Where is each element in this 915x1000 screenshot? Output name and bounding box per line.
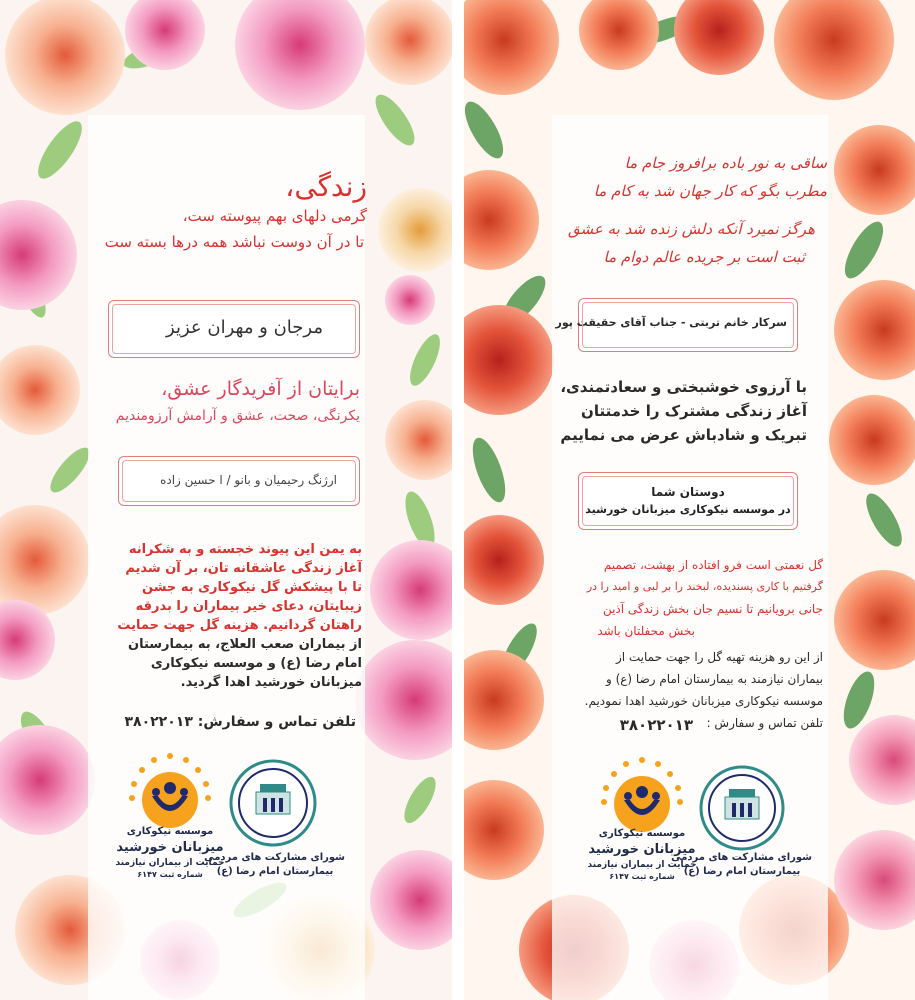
body-line-3: تا با پیشکش گل نیکوکاری به جشن — [142, 580, 362, 595]
body-red-line-4: بخش محفلتان باشد — [597, 624, 695, 638]
council-caption-1: شورای مشارکت های مردمی — [671, 852, 812, 863]
mizbanan-khorshid-logo — [128, 752, 212, 836]
body-dark-line-1: از این رو هزینه تهیه گل را جهت حمایت از — [615, 650, 823, 664]
phone-number: ۳۸۰۲۲۰۱۳ — [619, 716, 693, 734]
senders-line-1: دوستان شما — [651, 485, 725, 499]
poem-line-3: هرگز نمیرد آنکه دلش زنده شد به عشق — [567, 220, 815, 238]
body-dark-line-3: موسسه نیکوکاری میزبانان خورشید اهدا نمودیم. — [584, 694, 823, 708]
mizbanan-caption-1: موسسه نیکوکاری — [598, 828, 686, 839]
body-line-1: به یمن این پیوند خجسته و به شکرانه — [128, 542, 362, 557]
recipients-name: سرکار خانم تربتی - جناب آقای حقیقت پور — [555, 316, 787, 329]
phone-label: تلفن تماس و سفارش : — [706, 716, 823, 730]
poem-line-2: گرمی دلهای بهم پیوسته ست، — [182, 207, 367, 225]
wish-line-2: یکرنگی، صحت، عشق و آرامش آرزومندیم — [115, 408, 360, 424]
council-caption-2: بیمارستان امام رضا (ع) — [683, 866, 801, 877]
mizbanan-caption-1: موسسه نیکوکاری — [126, 826, 214, 837]
council-caption-1: شورای مشارکت های مردمی — [204, 852, 345, 863]
council-logo — [698, 764, 786, 852]
mizbanan-caption-4: شماره ثبت ۶۱۴۷ — [137, 870, 203, 879]
wish-line-1: برایتان از آفریدگار عشق، — [161, 378, 360, 400]
senders-box — [578, 472, 798, 530]
senders-name: ارژنگ رحیمیان و بانو / ا حسین زاده — [160, 473, 337, 487]
poem-line-1: ساقی به نور باده برافروز جام ما — [624, 154, 827, 172]
poem-line-2: مطرب بگو که کار جهان شد به کام ما — [593, 182, 827, 200]
mizbanan-caption-3: حمایت از بیماران نیازمند — [587, 860, 697, 870]
poem-line-1: زندگی، — [285, 170, 367, 203]
mizbanan-caption-2: میزبانان خورشید — [116, 840, 224, 855]
body-line-2: آغاز زندگی عاشقانه تان، بر آن شدیم — [125, 561, 362, 576]
wish-line-2: آغاز زندگی مشترک را خدمتتان — [581, 402, 807, 420]
poem-line-4: ثبت است بر جریده عالم دوام ما — [603, 248, 805, 266]
body-line-4: زیبایتان، دعای خیر بیماران را بدرقه — [135, 599, 362, 614]
senders-box — [118, 456, 360, 506]
poem-line-3: تا در آن دوست نباشد همه درها بسته ست — [104, 233, 364, 251]
wish-line-3: تبریک و شادباش عرض می نماییم — [560, 426, 807, 444]
right-invitation-card — [464, 0, 915, 1000]
body-line-6: از بیماران صعب العلاج، به بیمارستان — [127, 637, 362, 652]
senders-line-2: در موسسه نیکوکاری میزبانان خورشید — [585, 503, 791, 516]
mizbanan-caption-2: میزبانان خورشید — [588, 842, 696, 857]
council-logo — [228, 758, 318, 848]
left-invitation-card — [0, 0, 452, 1000]
body-dark-line-2: بیماران نیازمند به بیمارستان امام رضا (ع) و — [605, 672, 823, 686]
recipients-box — [108, 300, 360, 358]
wish-line-1: با آرزوی خوشبختی و سعادتمندی، — [560, 378, 807, 396]
body-line-7: امام رضا (ع) و موسسه نیکوکاری — [150, 656, 362, 671]
body-red-line-3: جانی برویانیم تا نسیم جان بخش زندگی آذین — [602, 602, 823, 616]
mizbanan-caption-4: شماره ثبت ۶۱۴۷ — [609, 872, 675, 881]
recipients-box — [555, 298, 798, 352]
recipients-name: مرجان و مهران عزیز — [166, 317, 323, 338]
body-line-8: میزبانان خورشید اهدا گردید. — [180, 675, 362, 690]
body-red-line-2: گرفتیم با کاری پسندیده، لبخند را بر لبی و امید را در — [586, 580, 823, 593]
mizbanan-caption-3: حمایت از بیماران نیازمند — [115, 858, 225, 868]
body-red-line-1: گل نعمتی است فرو افتاده از بهشت، تصمیم — [603, 558, 823, 572]
phone-line: تلفن تماس و سفارش: ۳۸۰۲۲۰۱۳ — [124, 714, 356, 730]
council-caption-2: بیمارستان امام رضا (ع) — [216, 866, 334, 877]
body-line-5: راهتان گردانیم. هزینه گل جهت حمایت — [117, 618, 362, 633]
